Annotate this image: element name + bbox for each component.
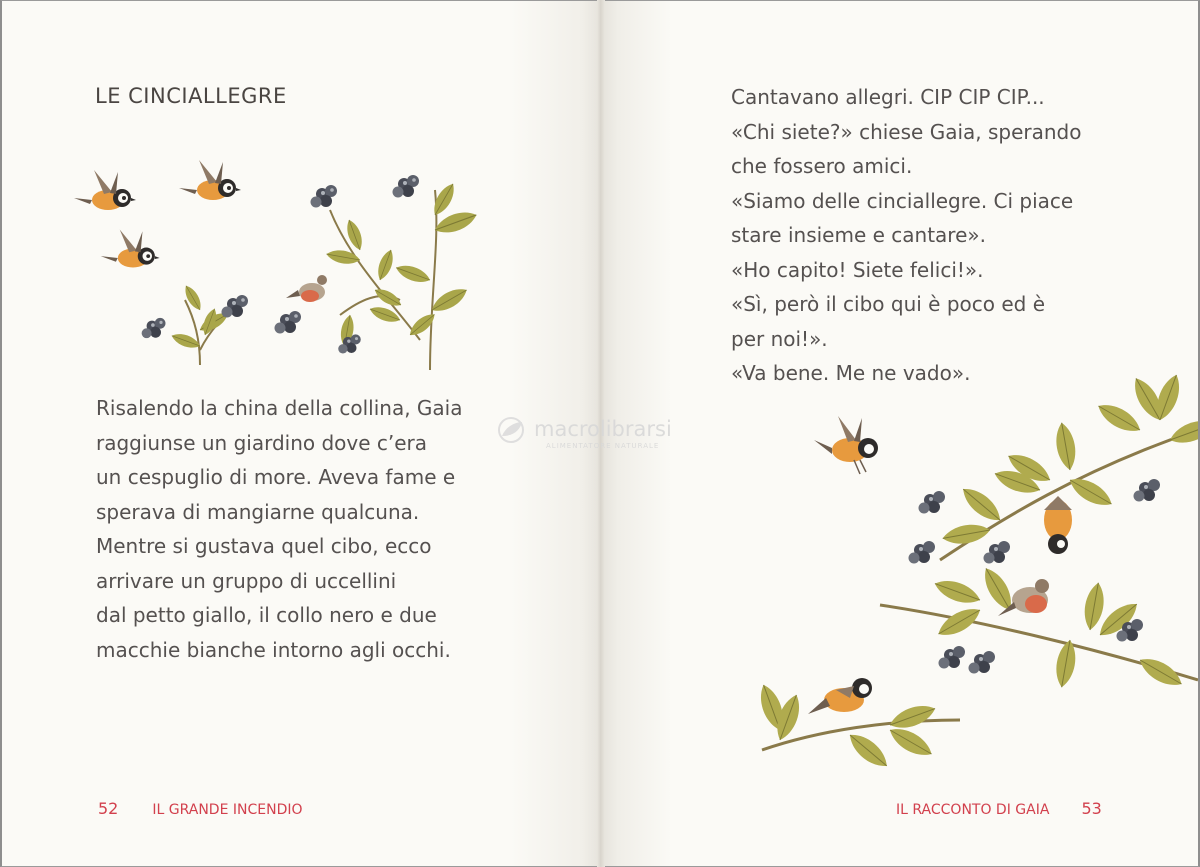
text-line: per noi!». xyxy=(731,326,828,351)
running-head: IL GRANDE INCENDIO xyxy=(152,802,303,818)
text-line: che fossero amici. xyxy=(731,154,913,178)
watermark xyxy=(494,416,672,450)
text-line: arrivare un gruppo di uccellini xyxy=(96,568,397,593)
page-number: 53 xyxy=(1081,799,1102,818)
text-line: Cantavano allegri. CIP CIP CIP... xyxy=(731,85,1045,109)
text-line: Risalendo la china della collina, Gaia xyxy=(96,396,463,420)
text-line: stare insieme e cantare». xyxy=(731,223,986,247)
flying-bird-icon xyxy=(179,160,241,200)
blackberry-icon xyxy=(909,479,1161,674)
perched-bird-icon xyxy=(1044,496,1072,554)
text-line: «Ho capito! Siete felici!». xyxy=(731,257,984,282)
leaf-cluster-icon xyxy=(755,372,1198,773)
left-illustration xyxy=(60,150,500,380)
text-line: «Va bene. Me ne vado». xyxy=(731,361,971,385)
text-line: «Chi siete?» chiese Gaia, sperando xyxy=(731,119,1082,144)
flying-bird-icon xyxy=(101,230,160,268)
watermark-brand: macrolibrarsi xyxy=(534,417,672,441)
text-line: sperava di mangiarne qualcuna. xyxy=(96,499,420,524)
chapter-title: LE CINCIALLEGRE xyxy=(95,84,287,108)
narrative-paragraph xyxy=(96,391,462,667)
text-line: Mentre si gustava quel cibo, ecco xyxy=(96,534,432,558)
small-bush-icon xyxy=(142,283,248,365)
dialogue-paragraph xyxy=(731,80,1081,391)
watermark-tagline: ALIMENTATORE NATURALE xyxy=(546,442,660,450)
page-number: 52 xyxy=(98,799,119,818)
text-line: «Sì, però il cibo qui è poco ed è xyxy=(731,292,1046,316)
text-line: macchie bianche intorno agli occhi. xyxy=(96,637,451,662)
left-folio xyxy=(98,799,303,818)
blackberry-bush-icon xyxy=(275,175,480,370)
text-line: raggiunse un giardino dove c’era xyxy=(96,430,428,455)
flying-bird-icon xyxy=(74,170,136,210)
right-folio xyxy=(896,799,1102,818)
text-line: dal petto giallo, il collo nero e due xyxy=(96,603,437,627)
great-tit-icon xyxy=(808,678,872,714)
flying-bird-icon xyxy=(814,416,878,474)
leaf-logo-icon xyxy=(494,416,528,444)
right-illustration xyxy=(740,360,1198,780)
text-line: «Siamo delle cinciallegre. Ci piace xyxy=(731,188,1074,213)
text-line: un cespuglio di more. Aveva fame e xyxy=(96,465,456,489)
running-head: IL RACCONTO DI GAIA xyxy=(896,802,1050,818)
